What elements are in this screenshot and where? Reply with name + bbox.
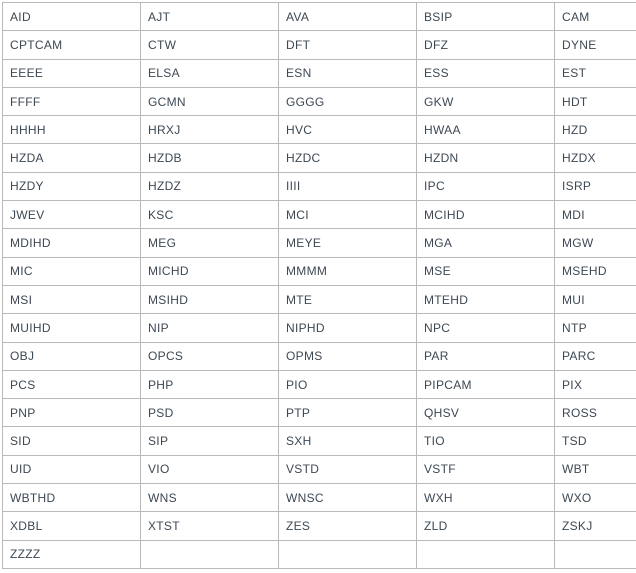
- table-cell: MCIHD: [417, 201, 555, 229]
- table-cell: HZDX: [555, 144, 636, 172]
- table-cell: PCS: [3, 370, 141, 398]
- table-cell: MTE: [279, 285, 417, 313]
- table-cell: JWEV: [3, 201, 141, 229]
- table-cell: WNS: [141, 484, 279, 512]
- table-cell: MSE: [417, 257, 555, 285]
- table-cell: HHHH: [3, 116, 141, 144]
- table-cell: OBJ: [3, 342, 141, 370]
- table-cell: GGGG: [279, 87, 417, 115]
- table-row: [3, 427, 636, 455]
- table-cell: MEG: [141, 229, 279, 257]
- table-row: [3, 144, 636, 172]
- table-cell: ZSKJ: [555, 512, 636, 540]
- table-cell: ELSA: [141, 59, 279, 87]
- table-cell: PSD: [141, 399, 279, 427]
- table-cell: MUI: [555, 285, 636, 313]
- table-cell: VSTD: [279, 455, 417, 483]
- table-row: [3, 314, 636, 342]
- table-row: [3, 201, 636, 229]
- table-cell-empty: [555, 540, 636, 568]
- table-cell: ZZZZ: [3, 540, 141, 568]
- table-row: [3, 455, 636, 483]
- table-cell: MEYE: [279, 229, 417, 257]
- table-cell: OPMS: [279, 342, 417, 370]
- abbreviation-table: [2, 2, 636, 569]
- table-cell: HVC: [279, 116, 417, 144]
- table-cell: PIX: [555, 370, 636, 398]
- table-cell: MIC: [3, 257, 141, 285]
- table-cell: HZDC: [279, 144, 417, 172]
- table-cell: MDIHD: [3, 229, 141, 257]
- table-cell: HZDZ: [141, 172, 279, 200]
- table-cell: VSTF: [417, 455, 555, 483]
- table-cell: WBTHD: [3, 484, 141, 512]
- table-cell: MGA: [417, 229, 555, 257]
- table-cell: IIII: [279, 172, 417, 200]
- table-row: [3, 257, 636, 285]
- table-cell: HZD: [555, 116, 636, 144]
- table-cell: PAR: [417, 342, 555, 370]
- table-row: [3, 540, 636, 568]
- table-cell: PTP: [279, 399, 417, 427]
- table-cell: OPCS: [141, 342, 279, 370]
- table-cell: PHP: [141, 370, 279, 398]
- table-cell: WXO: [555, 484, 636, 512]
- table-cell: PNP: [3, 399, 141, 427]
- table-cell: HZDB: [141, 144, 279, 172]
- table-cell: MSI: [3, 285, 141, 313]
- table-cell: AJT: [141, 3, 279, 31]
- table-cell: ISRP: [555, 172, 636, 200]
- table-cell: XTST: [141, 512, 279, 540]
- table-cell: PIO: [279, 370, 417, 398]
- table-row: [3, 399, 636, 427]
- table-cell: CTW: [141, 31, 279, 59]
- table-cell: HZDN: [417, 144, 555, 172]
- table-row: [3, 370, 636, 398]
- table-cell: WNSC: [279, 484, 417, 512]
- table-cell: TIO: [417, 427, 555, 455]
- table-row: [3, 285, 636, 313]
- table-row: [3, 87, 636, 115]
- table-row: [3, 512, 636, 540]
- table-cell: ESS: [417, 59, 555, 87]
- table-cell: MSIHD: [141, 285, 279, 313]
- table-cell: MDI: [555, 201, 636, 229]
- table-cell: HWAA: [417, 116, 555, 144]
- table-cell: GKW: [417, 87, 555, 115]
- table-cell: XDBL: [3, 512, 141, 540]
- table-cell: WXH: [417, 484, 555, 512]
- table-cell: ROSS: [555, 399, 636, 427]
- table-cell: HZDY: [3, 172, 141, 200]
- table-cell: PARC: [555, 342, 636, 370]
- table-cell: SIP: [141, 427, 279, 455]
- table-cell: CPTCAM: [3, 31, 141, 59]
- table-cell: AVA: [279, 3, 417, 31]
- table-cell: UID: [3, 455, 141, 483]
- table-cell: KSC: [141, 201, 279, 229]
- table-cell: QHSV: [417, 399, 555, 427]
- table-cell: ESN: [279, 59, 417, 87]
- table-cell: HRXJ: [141, 116, 279, 144]
- table-cell: ZES: [279, 512, 417, 540]
- table-cell: NIPHD: [279, 314, 417, 342]
- abbreviation-table-body: [3, 3, 636, 569]
- table-row: [3, 59, 636, 87]
- table-cell: PIPCAM: [417, 370, 555, 398]
- table-cell: MSEHD: [555, 257, 636, 285]
- table-cell: NTP: [555, 314, 636, 342]
- table-row: [3, 484, 636, 512]
- table-cell: MICHD: [141, 257, 279, 285]
- table-cell: SID: [3, 427, 141, 455]
- table-row: [3, 116, 636, 144]
- table-cell: AID: [3, 3, 141, 31]
- table-cell: GCMN: [141, 87, 279, 115]
- table-row: [3, 31, 636, 59]
- table-cell: EEEE: [3, 59, 141, 87]
- table-row: [3, 342, 636, 370]
- table-cell: NIP: [141, 314, 279, 342]
- table-cell: MGW: [555, 229, 636, 257]
- table-row: [3, 229, 636, 257]
- table-cell: MCI: [279, 201, 417, 229]
- table-cell: DFZ: [417, 31, 555, 59]
- table-cell: MTEHD: [417, 285, 555, 313]
- table-cell: MUIHD: [3, 314, 141, 342]
- table-cell: MMMM: [279, 257, 417, 285]
- table-cell: BSIP: [417, 3, 555, 31]
- table-cell: EST: [555, 59, 636, 87]
- table-cell: CAM: [555, 3, 636, 31]
- table-cell: TSD: [555, 427, 636, 455]
- table-cell-empty: [141, 540, 279, 568]
- table-cell: ZLD: [417, 512, 555, 540]
- table-cell-empty: [417, 540, 555, 568]
- table-cell-empty: [279, 540, 417, 568]
- table-cell: NPC: [417, 314, 555, 342]
- table-cell: DFT: [279, 31, 417, 59]
- table-cell: IPC: [417, 172, 555, 200]
- table-cell: SXH: [279, 427, 417, 455]
- table-cell: HZDA: [3, 144, 141, 172]
- table-cell: FFFF: [3, 87, 141, 115]
- table-row: [3, 172, 636, 200]
- table-cell: HDT: [555, 87, 636, 115]
- table-cell: VIO: [141, 455, 279, 483]
- table-row: [3, 3, 636, 31]
- table-cell: WBT: [555, 455, 636, 483]
- table-cell: DYNE: [555, 31, 636, 59]
